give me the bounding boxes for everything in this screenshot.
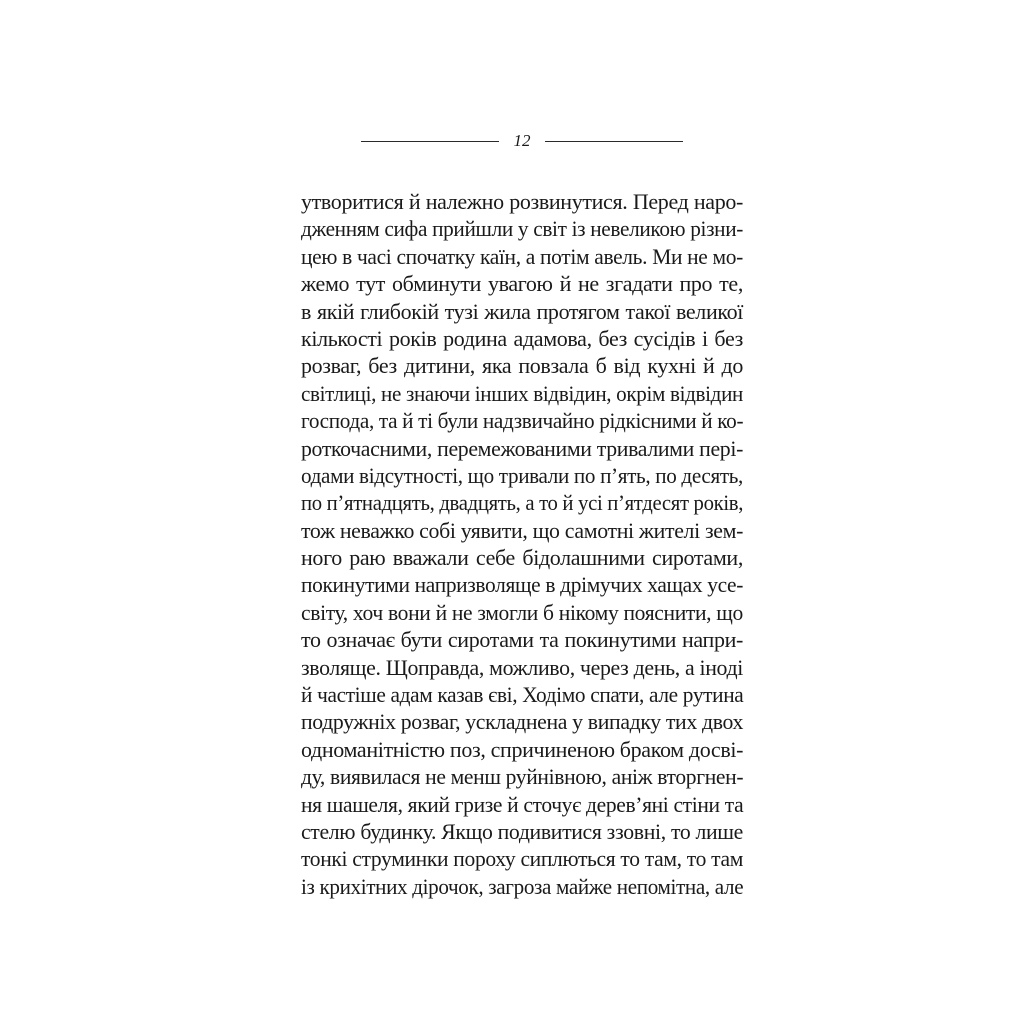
text-line: ня шашеля, який гризе й сточує дерев’яні стіни та [301,791,744,817]
header-rule-right [545,141,683,142]
text-line: світу, хоч вони й не змогли б нікому пояснити, що [301,599,743,625]
text-line: тож неважко собі уявити, що самотні жителі зем- [301,517,743,543]
text-line: жемо тут обминути увагою й не згадати про те, [301,271,743,297]
text-line: утворитися й належно розвинутися. Перед наро- [301,189,743,214]
text-line: дженням сифа прийшли у світ із невеликою різни- [301,216,743,242]
text-line: розваг, без дитини, яка повзала б від кухні й до [301,353,743,379]
text-line: із крихітних дірочок, загроза майже непомітна, але [301,873,744,899]
text-line: покинутими напризволяще в дрімучих хащах усе- [301,572,743,598]
body-text [301,188,743,900]
text-line: стелю будинку. Якщо подивитися ззовні, то лише [301,818,743,844]
text-line: й частіше адам казав єві, Ходімо спати, але рутина [301,682,744,708]
page-header [361,128,683,154]
text-line: кількості років родина адамова, без сусідів і без [301,325,743,351]
page-number: 12 [513,131,531,150]
text-line: ного раю вважали себе бідолашними сиротами, [301,545,743,571]
text-line: то означає бути сиротами та покинутими напри- [301,627,743,653]
text-line: подружніх розваг, ускладнена у випадку тих двох [301,709,743,735]
text-line: роткочасними, перемежованими тривалими пері- [301,435,743,461]
text-line: тонкі струминки пороху сиплються то там, то там [301,846,743,872]
text-line: господа, та й ті були надзвичайно рідкісними й ко- [301,408,744,434]
text-line: по п’ятнадцять, двадцять, а то й усі п’ятдесят років, [301,490,744,516]
text-line: ду, виявилася не менш руйнівною, аніж вторгнен- [301,764,744,790]
text-line: зволяще. Щоправда, можливо, через день, а іноді [301,654,743,680]
text-line: світлиці, не знаючи інших відвідин, окрім відвідин [301,380,743,406]
text-line: в якій глибокій тузі жила протягом такої великої [301,298,743,324]
header-rule-left [361,141,499,142]
text-line: одноманітністю поз, спричиненою браком досві- [301,736,744,762]
text-line: одами відсутності, що тривали по п’ять, по десять, [301,462,743,488]
text-line: цею в часі спочатку каїн, а потім авель. Ми не мо- [301,243,743,269]
